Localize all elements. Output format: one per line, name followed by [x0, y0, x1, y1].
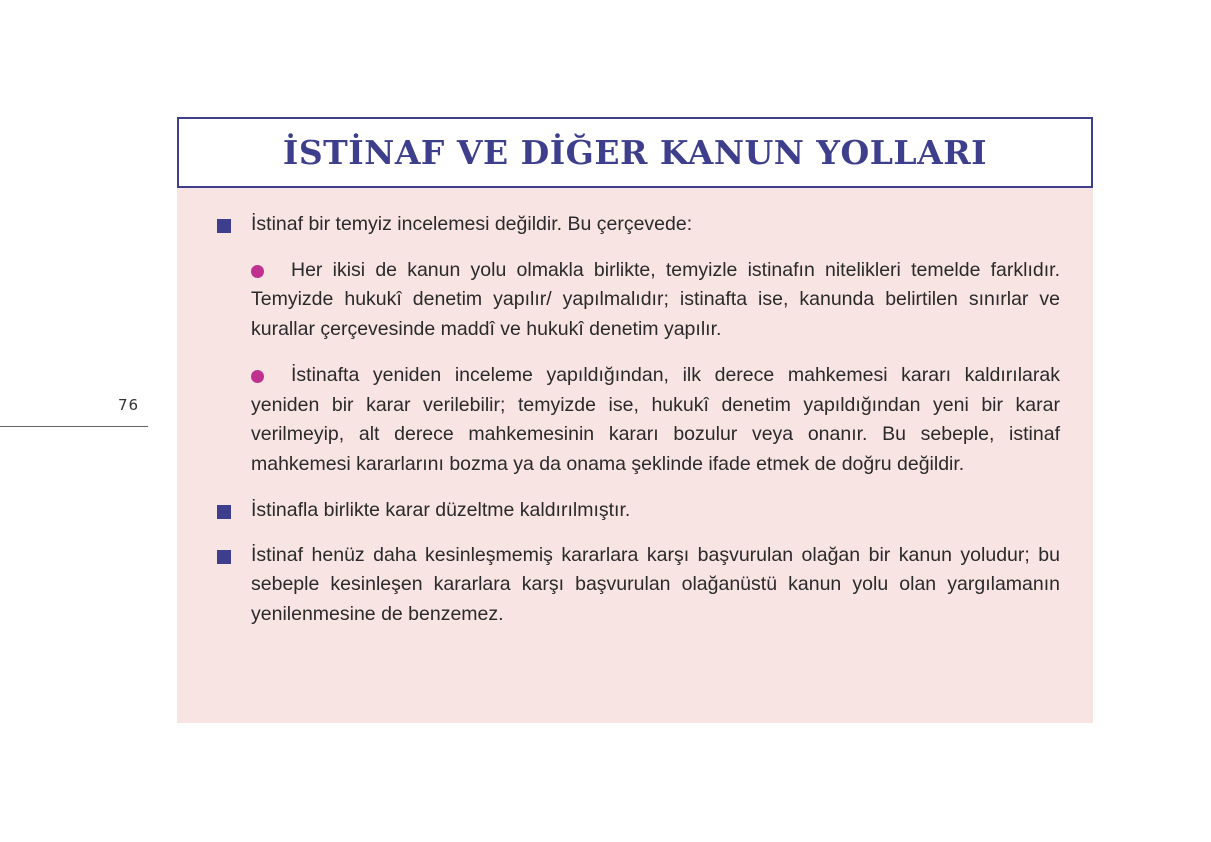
page-title: İSTİNAF VE DİĞER KANUN YOLLARI [282, 133, 988, 172]
sub-list-item [251, 361, 1060, 479]
sub-list [251, 256, 1060, 480]
sub-list-item-text: İstinafta yeniden inceleme yapıldığından, ilk derece mahkemesi kararı kaldırılarak yeniden bir karar verilebilir; temyizde ise, hukukî denetim yapıldığından yeni bir karar verilmeyip, alt derece mahkemesinin kararı bozulur veya onanır. Bu sebeple, istinaf mahkemesi kararlarını bozma ya da onama şeklinde ifade etmek de doğru değildir. [251, 364, 1060, 475]
page-number: 76 [118, 396, 140, 414]
list-item [217, 541, 1060, 630]
circle-bullet-icon [251, 370, 264, 383]
list-item-text: İstinaf henüz daha kesinleşmemiş kararlara karşı başvurulan olağan bir kanun yoludur; bu sebeple kesinleşen kararlara karşı başvurulan olağanüstü kanun yolu olan yargılamanın yenilenmesine de benzemez. [251, 543, 1060, 625]
square-bullet-icon [217, 550, 231, 564]
sub-list-item [251, 256, 1060, 345]
list-item-text: İstinafla birlikte karar düzeltme kaldırılmıştır. [251, 499, 631, 521]
circle-bullet-icon [251, 265, 264, 278]
square-bullet-icon [217, 505, 231, 519]
list-item [217, 496, 1060, 526]
list-item-text: İstinaf bir temyiz incelemesi değildir. Bu çerçevede: [251, 213, 693, 235]
list-item [217, 210, 1060, 479]
title-box [177, 117, 1093, 188]
sub-list-item-text: Her ikisi de kanun yolu olmakla birlikte, temyizle istinafın nitelikleri temelde farklıdır. Temyizde hukukî denetim yapılır/ yapılmalıdır; istinafta ise, kanunda belirtilen sınırlar ve kurallar çerçevesinde maddî ve hukukî denetim yapılır. [251, 258, 1060, 340]
square-bullet-icon [217, 219, 231, 233]
page-number-rule [0, 426, 148, 427]
bullet-list [217, 210, 1060, 644]
